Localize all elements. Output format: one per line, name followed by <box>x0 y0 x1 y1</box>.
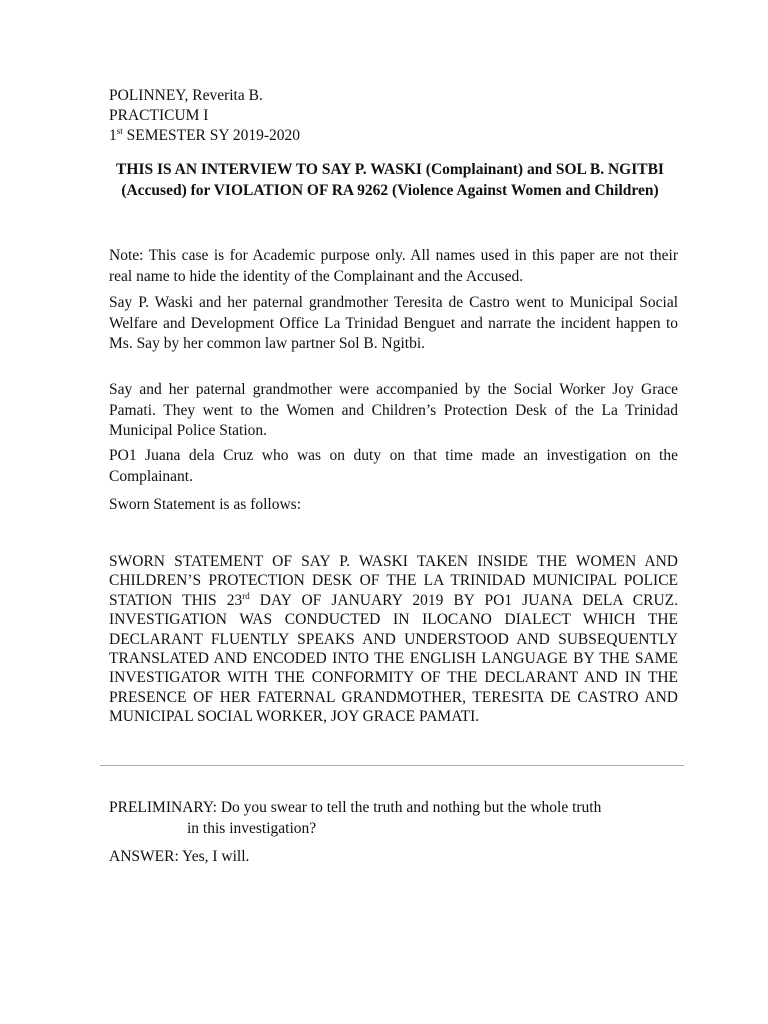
section-divider <box>100 765 684 766</box>
semester-number: 1 <box>109 127 117 144</box>
semester-text: SEMESTER SY 2019-2020 <box>122 127 301 144</box>
paragraph-sworn-intro: Sworn Statement is as follows: <box>109 496 302 513</box>
paragraph-accompanied: Say and her paternal grandmother were accompanied by the Social Worker Joy Grace Pamati. They went to the Women and Children’s Protection Desk of the La Trinidad Municipal Police Station. <box>109 381 678 439</box>
sworn-statement-part2: DAY OF JANUARY 2019 BY PO1 JUANA DELA CRUZ. INVESTIGATION WAS CONDUCTED IN ILOCANO DIALECT WHICH THE DECLARANT FLUENTLY SPEAKS AND UNDERSTOOD AND SUBSEQUENTLY TRANSLATED AND ENCODED INTO THE ENGLISH LANGUAGE BY THE SAME INVESTIGATOR WITH THE CONFORMITY OF THE DECLARANT AND IN THE PRESENCE OF HER FATERNAL GRANDMOTHER, TERESITA DE CASTRO AND MUNICIPAL SOCIAL WORKER, JOY GRACE PAMATI. <box>109 591 678 726</box>
preliminary-question-line2: in this investigation? <box>187 819 317 837</box>
preliminary-question-line1: PRELIMINARY: Do you swear to tell the truth and nothing but the whole truth <box>109 799 602 816</box>
preliminary-question <box>109 798 678 839</box>
student-header <box>109 86 300 146</box>
sworn-statement-part1: SWORN STATEMENT OF SAY P. WASKI TAKEN INSIDE THE WOMEN AND CHILDREN’S PROTECTION DESK OF THE LA TRINIDAD MUNICIPAL POLICE STATION THIS 23 <box>109 553 678 609</box>
course-name: PRACTICUM I <box>109 107 209 124</box>
paragraph-investigation: PO1 Juana dela Cruz who was on duty on that time made an investigation on the Complainant. <box>109 447 678 485</box>
sworn-statement <box>109 552 678 727</box>
student-name: POLINNEY, Reverita B. <box>109 87 263 104</box>
document-title: THIS IS AN INTERVIEW TO SAY P. WASKI (Complainant) and SOL B. NGITBI (Accused) for VIOLATION OF RA 9262 (Violence Against Women and Children) <box>116 161 664 199</box>
semester-ordinal: st <box>116 126 123 136</box>
paragraph-incident: Say P. Waski and her paternal grandmother Teresita de Castro went to Municipal Social Welfare and Development Office La Trinidad Benguet and narrate the incident happen to Ms. Say by her common law partner Sol B. Ngitbi. <box>109 294 678 352</box>
answer-line: ANSWER: Yes, I will. <box>109 848 250 865</box>
semester-line <box>109 126 300 146</box>
sworn-statement-ordinal: rd <box>242 590 250 601</box>
academic-note: Note: This case is for Academic purpose only. All names used in this paper are not their real name to hide the identity of the Complainant and the Accused. <box>109 247 678 285</box>
